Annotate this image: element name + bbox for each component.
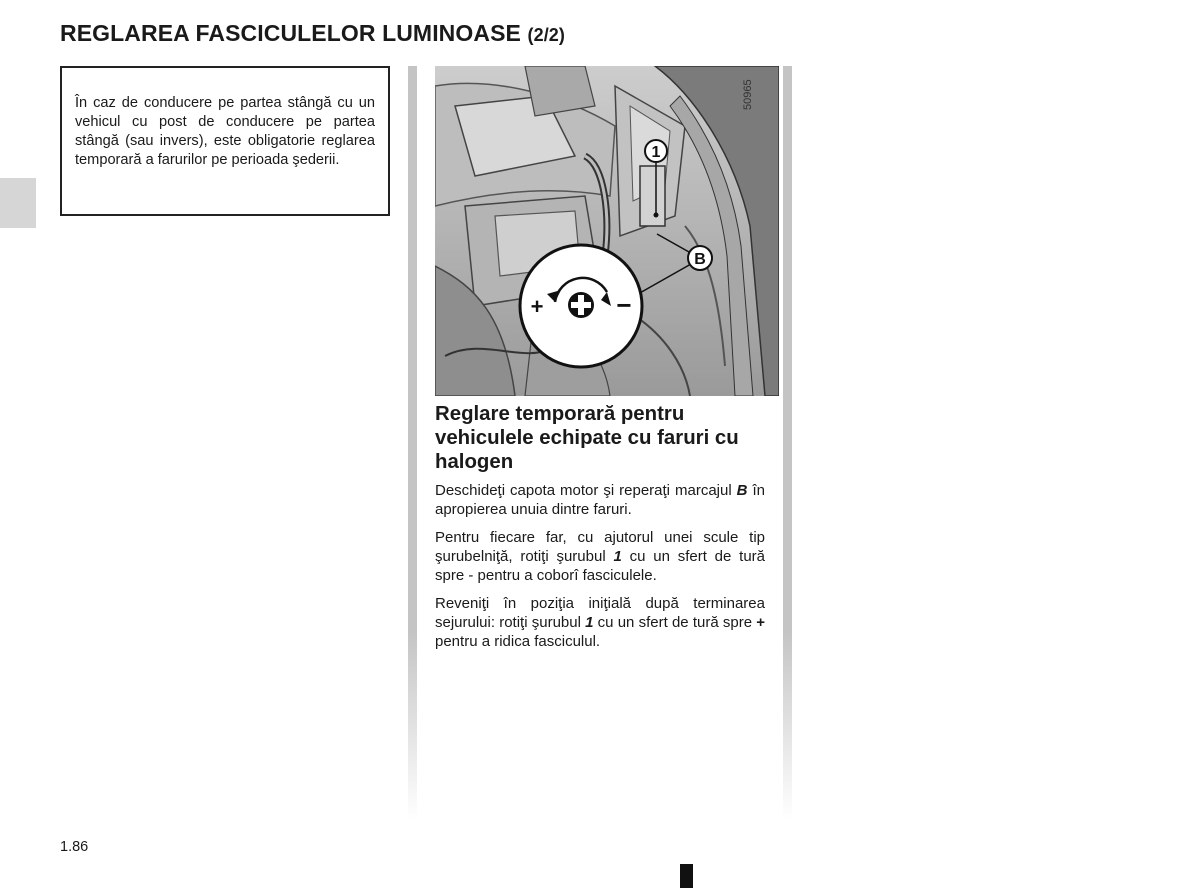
p3-text-e: pentru a ridica fasciculul. bbox=[435, 633, 601, 650]
p2-text-a: Pentru fiecare far, cu ajutorul unei scule tip şurubelniţă, rotiţi şurubul bbox=[435, 529, 765, 565]
title-suffix: (2/2) bbox=[527, 25, 565, 45]
paragraph-open-hood bbox=[435, 481, 765, 519]
plus-symbol: + bbox=[530, 294, 544, 319]
screw-head-icon bbox=[568, 292, 594, 318]
p3-text-a: Reveniţi în poziţia iniţială după terminarea sejurului: rotiţi şurubul bbox=[435, 595, 765, 631]
p3-ref-1: 1 bbox=[585, 614, 594, 631]
chapter-tab bbox=[0, 178, 36, 228]
p3-text-c: cu un sfert de tură spre bbox=[593, 614, 757, 631]
p1-ref-b: B bbox=[736, 482, 748, 499]
figure-number: 50965 bbox=[742, 79, 754, 110]
note-box bbox=[60, 66, 390, 216]
p3-plus: + bbox=[756, 614, 765, 631]
page-title bbox=[60, 20, 565, 47]
title-main: REGLAREA FASCICULELOR LUMINOASE bbox=[60, 20, 521, 46]
note-text: În caz de conducere pe partea stângă cu un vehicul cu post de conducere pe partea stângă (sau invers), este obligatorie reglarea temporară a farurilor pe perioada şederii. bbox=[75, 95, 375, 168]
p1-text-c: în apropierea unuia dintre faruri. bbox=[435, 482, 765, 518]
callout-1-label: 1 bbox=[651, 144, 661, 161]
left-column-stripe bbox=[408, 66, 417, 820]
p2-text-c: cu un sfert de tură spre - pentru a coborî fasciculele. bbox=[435, 548, 765, 584]
page-number: 1.86 bbox=[60, 839, 89, 855]
paragraph-lower-beam bbox=[435, 528, 765, 585]
callout-b-label: B bbox=[694, 251, 706, 268]
page-edge-marker bbox=[680, 864, 693, 888]
right-column-stripe bbox=[783, 66, 792, 820]
paragraph-restore-beam bbox=[435, 594, 765, 651]
engine-bay-figure bbox=[435, 66, 779, 396]
p1-text-a: Deschideţi capota motor şi reperaţi marcajul bbox=[435, 482, 737, 499]
section-heading: Reglare temporară pentru vehiculele echipate cu faruri cu halogen bbox=[435, 403, 739, 473]
engine-bay-illustration bbox=[435, 66, 779, 396]
p2-ref-1: 1 bbox=[613, 548, 622, 565]
minus-symbol: − bbox=[616, 290, 632, 320]
